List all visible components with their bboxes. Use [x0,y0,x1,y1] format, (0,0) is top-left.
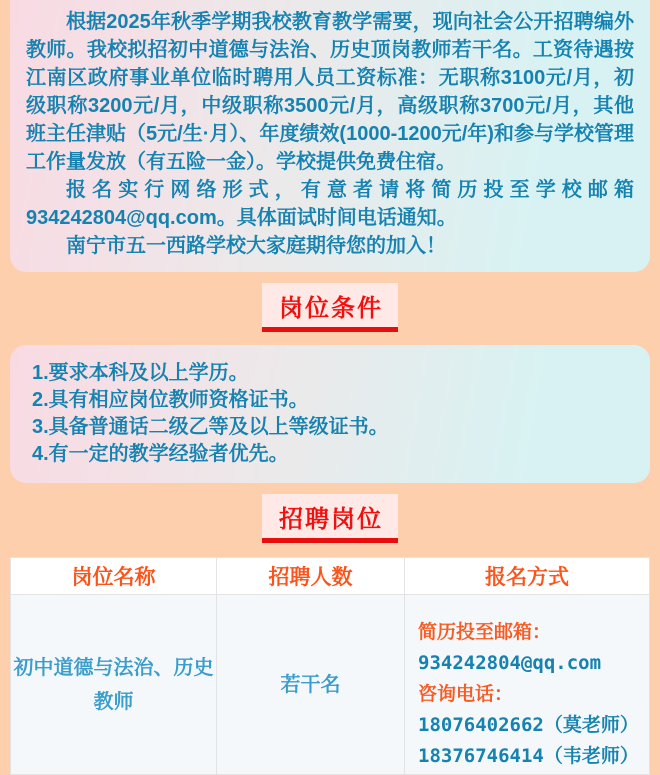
conditions-title: 岗位条件 [262,283,398,327]
condition-item: 3.具备普通话二级乙等及以上等级证书。 [32,416,389,438]
cell-position: 初中道德与法治、历史教师 [11,595,217,774]
contact-phone-label: 咨询电话： [418,684,514,705]
title-underline [262,327,398,332]
title-underline [262,538,398,543]
intro-panel [10,0,650,272]
condition-item: 1.要求本科及以上学历。 [32,362,249,384]
positions-title: 招聘岗位 [262,494,398,538]
contact-email-label: 简历投至邮箱： [418,622,552,643]
positions-table [10,557,650,775]
contact-phone-2: 18376746414（韦老师） [418,745,639,767]
intro-paragraph: 根据2025年秋季学期我校教育教学需要，现向社会公开招聘编外教师。我校拟招初中道德与法治、历史顶岗教师若干名。工资待遇按江南区政府事业单位临时聘用人员工资标准：无职称3100元/月，初级职称3200元/月，中级职称3500元/月，高级职称3700元/月，其他班主任津贴（5元/生·月）、年度绩效(1000-1200元/年)和参与学校管理工作量发放（有五险一金）。学校提供免费住宿。 [26,11,634,173]
contact-email-value: 934242804@qq.com [418,652,602,674]
condition-item: 2.具有相应岗位教师资格证书。 [32,389,309,411]
section-header-positions [0,494,660,543]
cell-count: 若干名 [217,595,405,774]
intro-paragraph: 南宁市五一西路学校大家庭期待您的加入！ [66,235,446,257]
condition-item: 4.有一定的教学经验者优先。 [32,443,289,465]
contact-phone-1: 18076402662（莫老师） [418,714,639,736]
cell-contact [405,595,649,774]
section-header-conditions [0,283,660,332]
column-header-count: 招聘人数 [217,558,405,595]
intro-paragraph: 报名实行网络形式，有意者请将简历投至学校邮箱934242804@qq.com。具体面试时间电话通知。 [26,179,634,229]
conditions-title-badge [262,283,398,332]
column-header-method: 报名方式 [405,558,649,595]
positions-title-badge [262,494,398,543]
conditions-panel [10,345,650,483]
column-header-position: 岗位名称 [11,558,217,595]
